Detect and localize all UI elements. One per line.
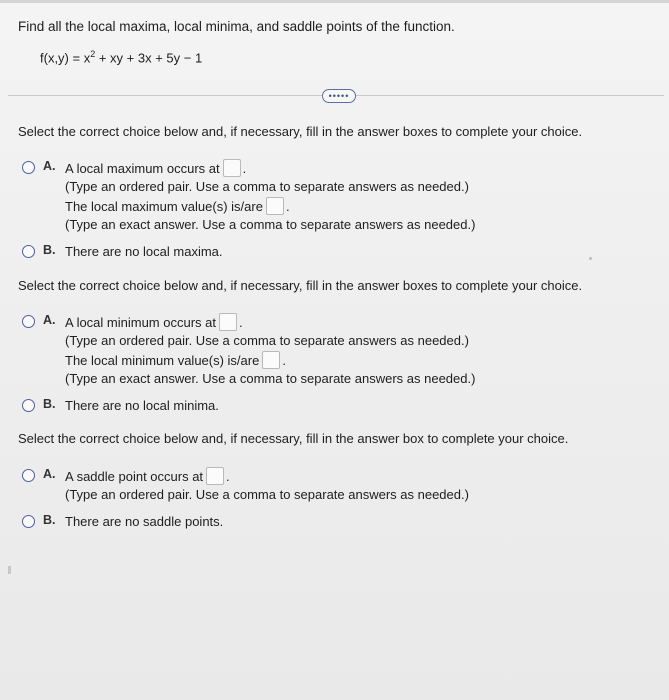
local-max-value-input[interactable] [266,197,284,215]
local-max-point-input[interactable] [223,159,241,177]
formula-lhs: f(x,y) = x [40,50,91,66]
maxima-instruction: Select the correct choice below and, if necessary, fill in the answer boxes to complete your choice. [18,124,583,139]
maxima-option-a-radio[interactable] [22,161,35,174]
saddle-instruction: Select the correct choice below and, if necessary, fill in the answer box to complete your choice. [18,431,569,446]
saddle-option-b[interactable] [22,513,223,532]
option-letter: A. [43,467,56,481]
maxima-a-line4: (Type an exact answer. Use a comma to separate answers as needed.) [65,217,476,232]
local-min-value-input[interactable] [262,351,280,369]
top-border [0,0,669,3]
saddle-option-a-radio[interactable] [22,469,35,482]
maxima-b-text: There are no local maxima. [65,244,223,259]
maxima-a-line2: (Type an ordered pair. Use a comma to separate answers as needed.) [65,179,469,194]
option-letter: A. [43,159,56,173]
formula-rhs: + xy + 3x + 5y − 1 [95,50,203,66]
minima-a-line2: (Type an ordered pair. Use a comma to separate answers as needed.) [65,333,469,348]
option-letter: B. [43,513,56,527]
formula-exponent: 2 [90,49,96,59]
saddle-option-a[interactable]: A. A saddle point occurs at . (Type an ordered pair. Use a comma to separate answers as needed.) [22,467,469,505]
saddle-point-input[interactable] [206,467,224,485]
option-letter: B. [43,243,56,257]
decorative-dot [589,257,592,260]
maxima-option-a[interactable]: A. A local maximum occurs at . (Type an ordered pair. Use a comma to separate answers as needed.) The local maximum value(s) is/are . (Type an exact answer. Use a comma to separate answers as needed.) [22,159,475,235]
saddle-a-line1: A saddle point occurs at [65,469,204,484]
maxima-a-line3: The local maximum value(s) is/are [65,199,263,214]
maxima-a-line1: A local maximum occurs at [65,161,220,176]
minima-option-a-radio[interactable] [22,315,35,328]
minima-option-b[interactable] [22,397,219,416]
minima-option-a[interactable]: A. A local minimum occurs at . (Type an ordered pair. Use a comma to separate answers as needed.) The local minimum value(s) is/are . (Type an exact answer. Use a comma to separate answers as needed.) [22,313,475,389]
question-text: Find all the local maxima, local minima, and saddle points of the function. [18,19,455,34]
maxima-option-b[interactable] [22,243,223,262]
minima-b-text: There are no local minima. [65,398,219,413]
option-letter: B. [43,397,56,411]
function-formula [40,49,202,65]
saddle-a-line2: (Type an ordered pair. Use a comma to separate answers as needed.) [65,487,469,502]
edge-mark [8,566,11,574]
minima-option-b-radio[interactable] [22,399,35,412]
maxima-option-b-radio[interactable] [22,245,35,258]
saddle-b-text: There are no saddle points. [65,514,224,529]
saddle-option-b-radio[interactable] [22,515,35,528]
option-letter: A. [43,313,56,327]
minima-a-line1: A local minimum occurs at [65,315,216,330]
local-min-point-input[interactable] [219,313,237,331]
expand-more-button[interactable]: ••••• [322,89,356,103]
minima-instruction: Select the correct choice below and, if necessary, fill in the answer boxes to complete your choice. [18,278,583,293]
minima-a-line4: (Type an exact answer. Use a comma to separate answers as needed.) [65,371,476,386]
minima-a-line3: The local minimum value(s) is/are [65,353,260,368]
